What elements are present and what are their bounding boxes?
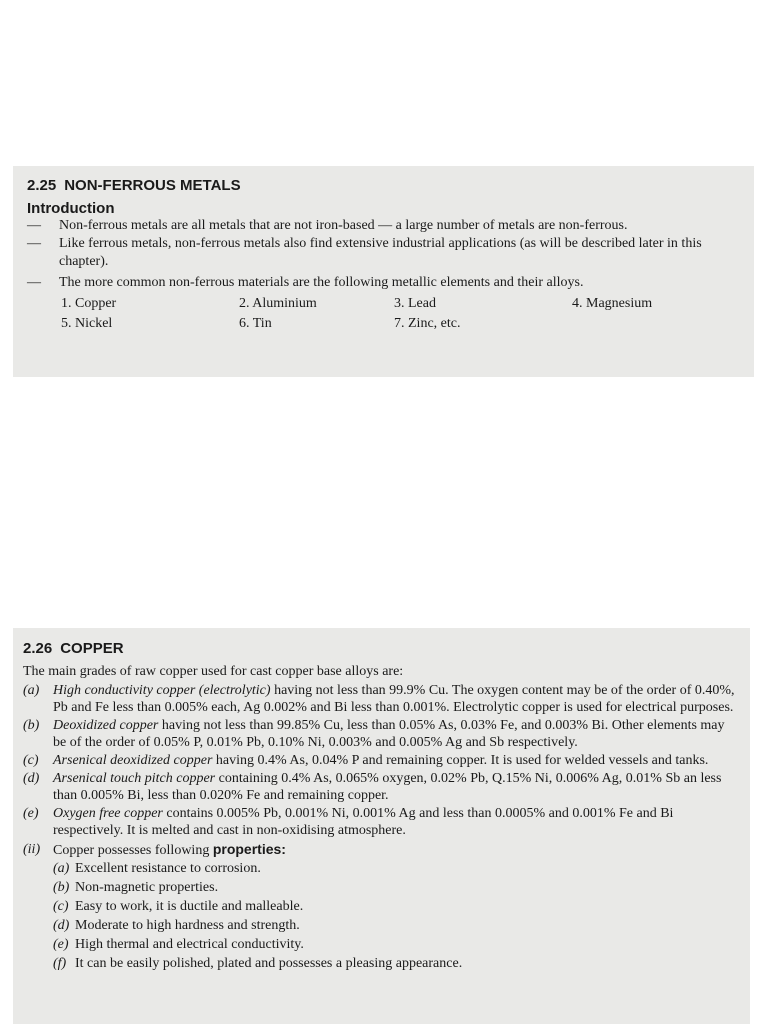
- grade-text: containing 0.4% As, 0.065% oxygen, 0.02% Pb, Q.15% Ni, 0.006% Ag, 0.01% Sb an less than 0.005% Bi, less than 0.020% Fe and remaining copper.: [53, 771, 722, 803]
- section-number: 2.25: [27, 177, 57, 194]
- bullet-item: — Like ferrous metals, non-ferrous metals also find extensive industrial applications (as will be described later in this chapter).: [27, 235, 740, 271]
- bullet-text: Like ferrous metals, non-ferrous metals also find extensive industrial applications (as will be described later in this chapter).: [59, 236, 702, 269]
- property-item: (a) Excellent resistance to corrosion.: [53, 861, 261, 876]
- metal-item: 4. Magnesium: [572, 296, 653, 311]
- section-intro: The main grades of raw copper used for cast copper base alloys are:: [23, 664, 404, 679]
- section-heading: [27, 177, 740, 194]
- property-text: Moderate to high hardness and strength.: [75, 918, 300, 933]
- property-text: Excellent resistance to corrosion.: [75, 861, 261, 876]
- property-text: Easy to work, it is ductile and malleable.: [75, 899, 304, 914]
- grade-text: contains 0.005% Pb, 0.001% Ni, 0.001% Ag and less than 0.0005% and 0.001% Fe and Bi respectively. It is melted and cast in non-oxidising atmosphere.: [53, 806, 674, 838]
- bullet-item: — The more common non-ferrous materials are the following metallic elements and their alloys.: [27, 274, 740, 292]
- bullet-text: The more common non-ferrous materials are the following metallic elements and their alloys.: [59, 275, 584, 290]
- grade-term: Oxygen free copper: [53, 806, 163, 821]
- section-non-ferrous-metals: [13, 166, 754, 377]
- metal-item: 1. Copper: [61, 296, 117, 311]
- properties-heading: (ii) Copper possesses following properties:: [23, 841, 286, 858]
- grade-item: (d) Arsenical touch pitch copper containing 0.4% As, 0.065% oxygen, 0.02% Pb, Q.15% Ni, 0.006% Ag, 0.01% Sb an less than 0.005% Bi, less than 0.020% Fe and remaining copper.: [23, 771, 722, 803]
- grade-item: (a) High conductivity copper (electrolytic) having not less than 99.9% Cu. The oxygen content may be of the order of 0.40%, Pb and Fe less than 0.005% each, Ag 0.002% and Bi less than 0.001%. Electrolytic copper is used for electrical purposes.: [23, 683, 735, 715]
- grade-term: Arsenical touch pitch copper: [53, 771, 216, 786]
- grade-term: Deoxidized copper: [53, 718, 159, 733]
- property-item: (d) Moderate to high hardness and strength.: [53, 918, 300, 933]
- property-item: (c) Easy to work, it is ductile and malleable.: [53, 899, 304, 914]
- property-text: High thermal and electrical conductivity.: [75, 937, 304, 952]
- metal-item: 7. Zinc, etc.: [394, 316, 461, 331]
- grade-text: having not less than 99.9% Cu. The oxygen content may be of the order of 0.40%, Pb and Fe less than 0.005% each, Ag 0.002% and Bi less than 0.001%. Electrolytic copper is used for electrical purposes.: [53, 683, 735, 715]
- properties-keyword: properties:: [212, 841, 286, 857]
- section-title: COPPER: [60, 640, 124, 657]
- metal-item: 5. Nickel: [61, 316, 113, 331]
- grade-item: (e) Oxygen free copper contains 0.005% Pb, 0.001% Ni, 0.001% Ag and less than 0.0005% and 0.001% Fe and Bi respectively. It is melted and cast in non-oxidising atmosphere.: [23, 806, 674, 838]
- grade-text: having 0.4% As, 0.04% P and remaining copper. It is used for welded vessels and tanks.: [212, 753, 709, 768]
- bullet-item: — Non-ferrous metals are all metals that are not iron-based — a large number of metals are non-ferrous.: [27, 217, 740, 235]
- grade-item: (c) Arsenical deoxidized copper having 0.4% As, 0.04% P and remaining copper. It is used for welded vessels and tanks.: [23, 753, 709, 768]
- grade-term: High conductivity copper (electrolytic): [53, 683, 271, 698]
- property-item: (b) Non-magnetic properties.: [53, 880, 219, 895]
- property-item: (f) It can be easily polished, plated and possesses a pleasing appearance.: [53, 956, 463, 971]
- metal-item: 6. Tin: [239, 316, 272, 331]
- metal-item: 2. Aluminium: [239, 296, 317, 311]
- subheading-introduction: Introduction: [27, 200, 115, 217]
- section-number: 2.26: [23, 640, 53, 657]
- grade-item: (b) Deoxidized copper having not less than 99.85% Cu, less than 0.05% As, 0.03% Fe, and 0.003% Bi. Other elements may be of the order of 0.05% P, 0.01% Pb, 0.10% Ni, 0.003% and 0.005% Ag and Sb respectively.: [23, 718, 725, 750]
- section-heading: [23, 640, 740, 657]
- grade-text: having not less than 99.85% Cu, less than 0.05% As, 0.03% Fe, and 0.003% Bi. Other elements may be of the order of 0.05% P, 0.01% Pb, 0.10% Ni, 0.003% and 0.005% Ag and Sb respectively.: [53, 718, 725, 750]
- grade-term: Arsenical deoxidized copper: [53, 753, 213, 768]
- property-item: (e) High thermal and electrical conductivity.: [53, 937, 304, 952]
- section-title: NON-FERROUS METALS: [64, 177, 241, 194]
- bullet-text: Non-ferrous metals are all metals that are not iron-based — a large number of metals are non-ferrous.: [59, 218, 628, 233]
- section-copper: [13, 628, 750, 1024]
- metal-item: 3. Lead: [394, 296, 436, 311]
- property-text: It can be easily polished, plated and possesses a pleasing appearance.: [75, 956, 463, 971]
- metals-list: [61, 294, 740, 334]
- property-text: Non-magnetic properties.: [75, 880, 219, 895]
